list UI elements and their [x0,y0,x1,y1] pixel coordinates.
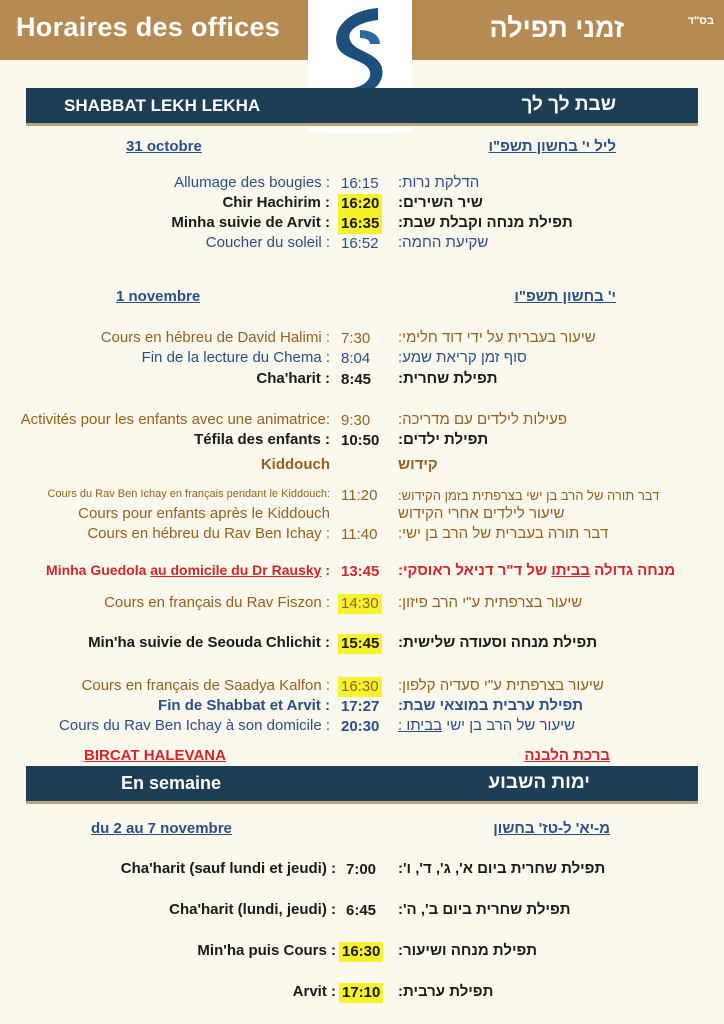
week-title-fr: En semaine [121,773,222,793]
schedule-row: Cours en français de Saadya Kalfon : 16:30 שיעור בצרפתית ע"י סעדיה קלפון: [81,677,604,695]
shabbat-bar [26,88,698,126]
schedule-row: Cha'harit : 8:45 תפילת שחרית: [256,370,498,388]
schedule-row: Fin de Shabbat et Arvit : 17:27 תפילת ערבית במוצאי שבת: [158,697,584,715]
saturday-date-he: י' בחשון תשפ"ו [514,288,616,305]
week-title-he: ימות השבוע [488,772,590,793]
schedule-row: Min'ha suivie de Seouda Chlichit : 15:45 תפילת מנחה וסעודה שלישית: [88,634,598,652]
week-bar [26,766,698,804]
schedule-row: Allumage des bougies : 16:15 הדלקת נרות: [174,174,480,192]
schedule-row: Cours pour enfants après le Kiddouch שיעור לילדים אחרי הקידוש [78,505,565,522]
schedule-row: Cours en hébreu de David Halimi : 7:30 שיעור בעברית על ידי דוד חלימי: [100,329,596,347]
week-row: Min'ha puis Cours : 16:30 תפילת מנחה ושיעור: [197,942,538,960]
schedule-row: Cours en français du Rav Fiszon : 14:30 שיעור בצרפתית ע"י הרב פיזון: [104,594,583,612]
minha-guedola-row: Minha Guedola au domicile du Dr Rausky : 13:45 מנחה גדולה בביתו של ד"ר דניאל ראוסקי: [46,562,676,580]
shabbat-title-fr: SHABBAT LEKH LEKHA [64,96,261,115]
kiddouch-row: Kiddouch קידוש [260,456,438,473]
bircat-he: ברכת הלבנה [524,747,610,764]
schedule-row: Cours en hébreu du Rav Ben Ichay : 11:40 דבר תורה בעברית של הרב בן ישי: [87,525,609,543]
friday-date-fr: 31 octobre [126,138,202,155]
schedule-row: Fin de la lecture du Chema : 8:04 סוף זמן קריאת שמע: [141,349,527,367]
week-row: Arvit : 17:10 תפילת ערבית: [292,983,494,1001]
schedule-row: Minha suivie de Arvit : 16:35 תפילת מנחה וקבלת שבת: [171,214,573,232]
schedule-row: Activités pour les enfants avec une animatrice: 9:30 פעילות לילדים עם מדריכה: [20,411,568,429]
friday-date-he: ליל י' בחשון תשפ"ו [488,138,616,155]
schedule-row: Téfila des enfants : 10:50 תפילת ילדים: [194,431,489,449]
shabbat-title-he: שבת לך לך [521,94,616,115]
schedule-row: Cours du Rav Ben Ichay à son domicile : 20:30 שיעור של הרב בן ישי בביתו : [59,717,576,735]
saturday-date-fr: 1 novembre [116,288,201,305]
week-row: Cha'harit (sauf lundi et jeudi) : 7:00 תפילת שחרית ביום א', ג', ד', ו': [120,860,606,878]
bircat-fr: BIRCAT HALEVANA [84,747,226,764]
week-dates-fr: du 2 au 7 novembre [91,820,232,837]
schedule-row: Coucher du soleil : 16:52 שקיעת החמה: [205,234,489,252]
schedule-row: Chir Hachirim : 16:20 שיר השירים: [222,194,483,212]
week-row: Cha'harit (lundi, jeudi) : 6:45 תפילת שחרית ביום ב', ה': [169,901,571,919]
title-he: זמני תפילה [489,13,624,43]
title-fr: Horaires des offices [16,12,281,42]
bsd-mark: בס"ד [687,15,714,27]
week-dates-he: מ-יא' ל-טז' בחשון [493,820,610,837]
schedule-row: Cours du Rav Ben Ichay en français pendant le Kiddouch: 11:20 דבר תורה של הרב בן ישי בצרפתית בזמן הקידוש: [47,487,660,504]
